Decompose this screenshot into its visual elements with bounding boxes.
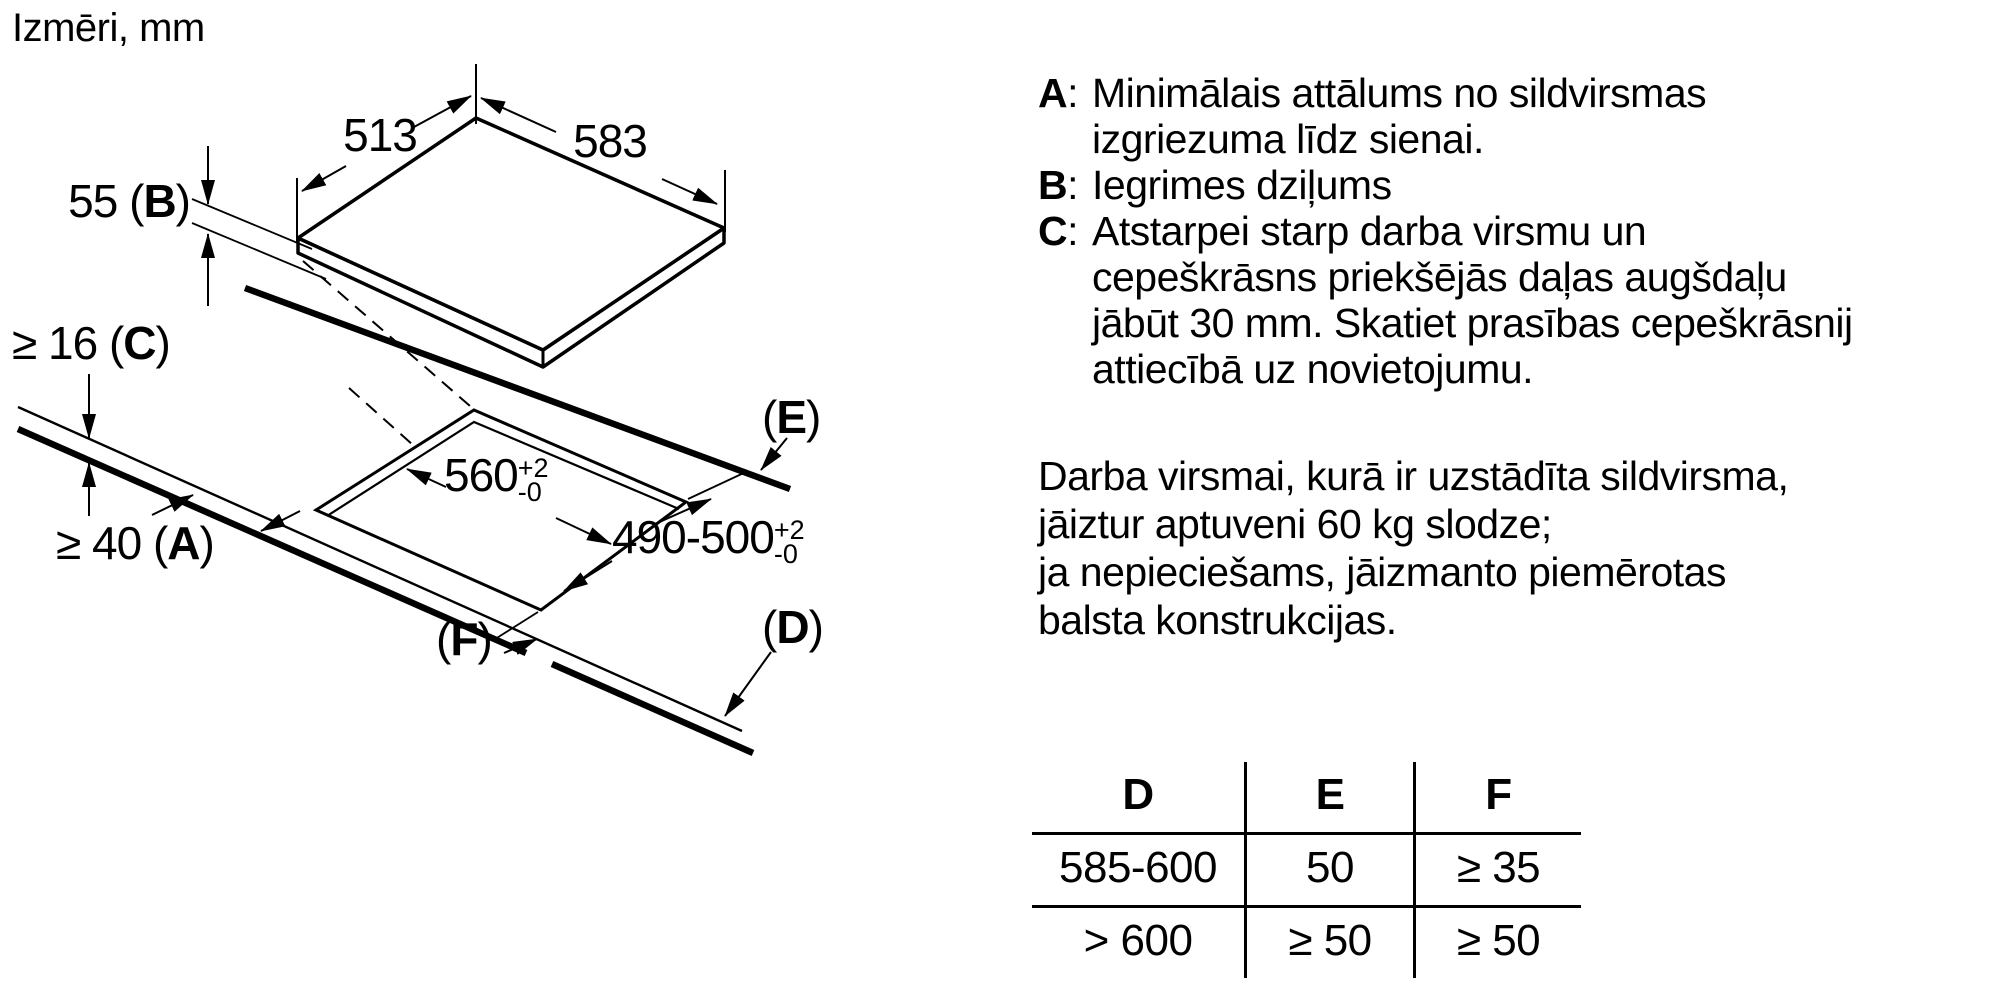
note-line3: ja nepieciešams, jāizmanto piemērotas — [1038, 549, 1726, 595]
cutout-outline — [316, 410, 686, 610]
def-spec-table — [1032, 762, 1581, 978]
legend — [1038, 70, 2000, 392]
legend-a-line2: izgriezuma līdz sienai. — [1092, 116, 1484, 162]
table-cell: ≥ 50 — [1246, 907, 1415, 979]
arrow-a-left — [261, 511, 300, 531]
note-line4: balsta konstrukcijas. — [1038, 597, 1397, 643]
table-header-d: D — [1032, 762, 1246, 834]
label-e: (E) — [762, 391, 821, 443]
table-cell: ≥ 50 — [1456, 916, 1541, 965]
table-header-e: E — [1246, 762, 1415, 834]
table-cell: > 600 — [1032, 907, 1246, 979]
dim-55-b: 55 (B) — [68, 175, 190, 227]
note-line1: Darba virsmai, kurā ir uzstādīta sildvirsma, — [1038, 453, 1789, 499]
legend-c-line3: jābūt 30 mm. Skatiet prasības cepeškrāsnij — [1092, 300, 1853, 346]
note-line2: jāiztur aptuveni 60 kg slodze; — [1038, 501, 1552, 547]
label-f: (F) — [436, 613, 492, 665]
legend-c-line1: Atstarpei starp darba virsmu un — [1092, 208, 1647, 254]
legend-c-line2: cepeškrāsns priekšējās daļas augšdaļu — [1092, 254, 1787, 300]
table-cell: 585-600 — [1032, 834, 1246, 907]
arrow-583-right — [662, 179, 717, 204]
legend-item-a: A: Minimālais attālums no sildvirsmas izgriezuma līdz sienai. — [1038, 70, 1707, 162]
label-d: (D) — [762, 601, 823, 653]
page-title: Izmēri, mm — [12, 6, 205, 50]
table-header-row — [1032, 762, 1581, 834]
arrow-513-left — [302, 166, 346, 191]
legend-a-line1: Minimālais attālums no sildvirsmas — [1092, 70, 1707, 116]
dim-583: 583 — [573, 115, 647, 167]
table-cell: ≥ 35 — [1415, 834, 1582, 907]
table-header-f: F — [1415, 762, 1582, 834]
dim-40-a: ≥ 40 (A) — [56, 517, 214, 569]
dim-490-500: 490-500 +2 -0 — [612, 511, 805, 569]
table-row — [1032, 907, 1581, 979]
legend-item-b: B: Iegrimes dziļums — [1038, 162, 1392, 208]
legend-c-line4: attiecībā uz novietojumu. — [1092, 346, 1534, 392]
dim-560: 560 +2 -0 — [444, 449, 549, 507]
table-row — [1032, 834, 1581, 907]
table-cell: 50 — [1246, 834, 1415, 907]
arrow-d — [725, 652, 771, 716]
dim-513: 513 — [343, 109, 417, 161]
load-note — [1038, 452, 2000, 644]
legend-item-c: C: Atstarpei starp darba virsmu un cepeškrāsns priekšējās daļas augšdaļu jābūt 30 mm. Skatiet prasības cepeškrāsnij attiecībā uz novietojumu. — [1038, 208, 1853, 392]
legend-b-line1: Iegrimes dziļums — [1092, 162, 1392, 208]
dim-16-c: ≥ 16 (C) — [12, 317, 170, 369]
countertop-front-bottom-edge-right — [552, 664, 753, 753]
countertop-front-top-edge — [18, 407, 742, 731]
